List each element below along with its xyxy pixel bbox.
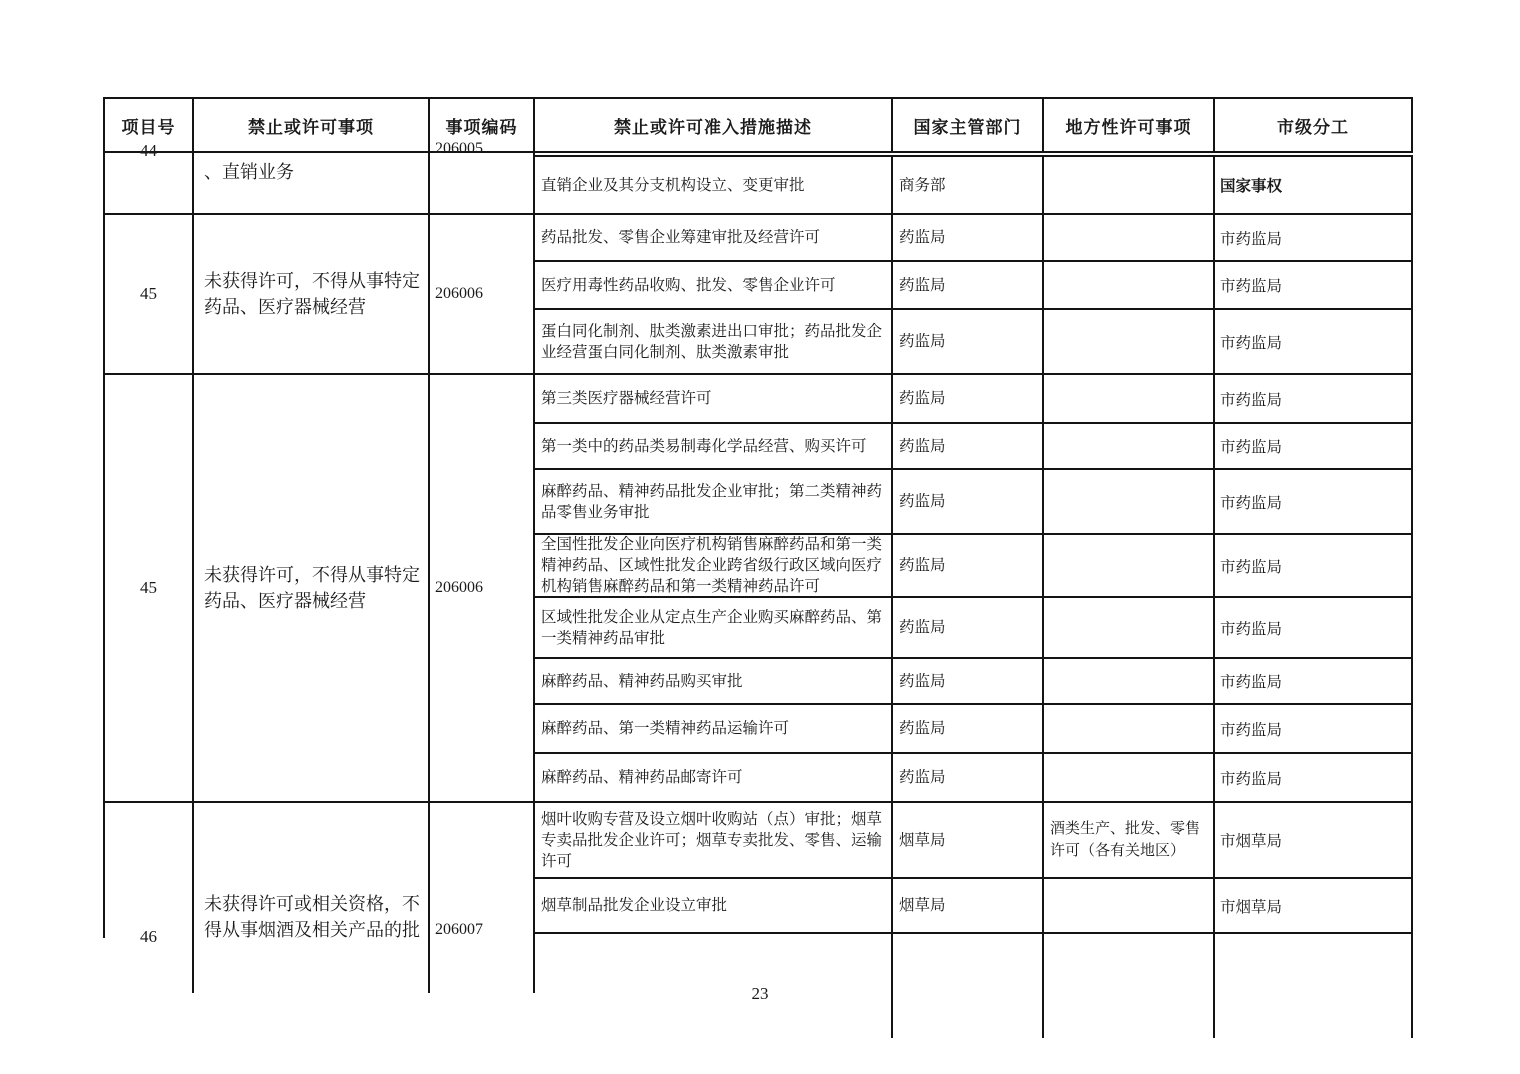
- item-name-cell: 未获得许可，不得从事特定药品、医疗器械经营: [194, 215, 430, 375]
- measure-desc-cell: 直销企业及其分支机构设立、变更审批: [535, 155, 893, 215]
- dept-cell: 药监局: [893, 535, 1044, 598]
- measure-desc-cell: 麻醉药品、精神药品邮寄许可: [535, 754, 893, 803]
- dept-cell: 烟草局: [893, 803, 1044, 879]
- local-license-cell: [1044, 705, 1215, 754]
- item-code-cell: 206005: [430, 153, 535, 215]
- project-id-cell: 45: [105, 375, 194, 803]
- measure-desc-cell: 麻醉药品、精神药品购买审批: [535, 659, 893, 705]
- city-division-cell: 市药监局: [1215, 535, 1413, 598]
- measure-desc-cell: 麻醉药品、精神药品批发企业审批；第二类精神药品零售业务审批: [535, 470, 893, 535]
- measure-desc-cell: 烟草制品批发企业设立审批: [535, 879, 893, 934]
- negative-list-table: [103, 97, 1413, 946]
- city-division-cell: 市药监局: [1215, 310, 1413, 375]
- item-name-cell: 未获得许可，不得从事特定药品、医疗器械经营: [194, 375, 430, 803]
- column-header-measure-desc: 禁止或许可准入措施描述: [535, 99, 893, 153]
- dept-cell: 药监局: [893, 262, 1044, 310]
- measure-desc-cell: 烟叶收购专营及设立烟叶收购站（点）审批；烟草专卖品批发企业许可；烟草专卖批发、零售、运输许可: [535, 803, 893, 879]
- local-license-cell: [1044, 598, 1215, 659]
- local-license-cell: [1044, 470, 1215, 535]
- city-division-cell: 市药监局: [1215, 424, 1413, 470]
- dept-cell: 烟草局: [893, 879, 1044, 934]
- column-header-local-license: 地方性许可事项: [1044, 99, 1215, 153]
- city-division-cell: 市药监局: [1215, 705, 1413, 754]
- column-header-city-division: 市级分工: [1215, 99, 1413, 153]
- column-header-national-dept: 国家主管部门: [893, 99, 1044, 153]
- item-code-cell: 206007: [430, 803, 535, 993]
- city-division-cell: 市药监局: [1215, 754, 1413, 803]
- local-license-cell: [1044, 659, 1215, 705]
- city-division-cell: 市烟草局: [1215, 803, 1413, 879]
- local-license-cell: [1044, 215, 1215, 262]
- item-name-cell: 未获得许可或相关资格，不得从事烟酒及相关产品的批: [194, 803, 430, 993]
- local-license-cell: [1044, 262, 1215, 310]
- dept-cell: 药监局: [893, 424, 1044, 470]
- measure-desc-cell: 医疗用毒性药品收购、批发、零售企业许可: [535, 262, 893, 310]
- local-license-cell: [1044, 310, 1215, 375]
- measure-desc-cell: 蛋白同化制剂、肽类激素进出口审批；药品批发企业经营蛋白同化制剂、肽类激素审批: [535, 310, 893, 375]
- local-license-cell: [1044, 879, 1215, 934]
- column-header-item-name: 禁止或许可事项: [194, 99, 430, 153]
- project-id-cell: 44: [105, 153, 194, 215]
- item-code-cell: 206006: [430, 215, 535, 375]
- dept-cell: 药监局: [893, 310, 1044, 375]
- local-license-cell: [1044, 375, 1215, 424]
- local-license-cell: [1044, 535, 1215, 598]
- measure-desc-cell: 第一类中的药品类易制毒化学品经营、购买许可: [535, 424, 893, 470]
- item-code-cell: 206006: [430, 375, 535, 803]
- item-name-cell: 、直销业务: [194, 153, 430, 215]
- dept-cell: 药监局: [893, 659, 1044, 705]
- dept-cell: 药监局: [893, 754, 1044, 803]
- measure-desc-cell: 区域性批发企业从定点生产企业购买麻醉药品、第一类精神药品审批: [535, 598, 893, 659]
- city-division-cell: 市药监局: [1215, 659, 1413, 705]
- measure-desc-cell: 麻醉药品、第一类精神药品运输许可: [535, 705, 893, 754]
- measure-desc-cell: 药品批发、零售企业筹建审批及经营许可: [535, 215, 893, 262]
- city-division-cell: 市药监局: [1215, 598, 1413, 659]
- city-division-cell: 国家事权: [1215, 155, 1413, 215]
- dept-cell: 药监局: [893, 598, 1044, 659]
- measure-desc-cell: 全国性批发企业向医疗机构销售麻醉药品和第一类精神药品、区域性批发企业跨省级行政区域向医疗机构销售麻醉药品和第一类精神药品许可: [535, 535, 893, 598]
- dept-cell: 药监局: [893, 705, 1044, 754]
- project-id-cell: 46: [105, 803, 194, 993]
- local-license-cell: [1044, 424, 1215, 470]
- dept-cell: 药监局: [893, 470, 1044, 535]
- city-division-cell: 市药监局: [1215, 470, 1413, 535]
- dept-cell: 药监局: [893, 375, 1044, 424]
- city-division-cell: 市药监局: [1215, 375, 1413, 424]
- page-number: 23: [751, 984, 769, 1003]
- city-division-cell: 市烟草局: [1215, 879, 1413, 934]
- city-division-cell: 市药监局: [1215, 215, 1413, 262]
- local-license-cell: [1044, 754, 1215, 803]
- column-header-project-id: 项目号: [105, 99, 194, 153]
- local-license-cell: 酒类生产、批发、零售许可（各有关地区）: [1044, 803, 1215, 879]
- project-id-cell: 45: [105, 215, 194, 375]
- column-header-item-code: 事项编码: [430, 99, 535, 153]
- dept-cell: 药监局: [893, 215, 1044, 262]
- measure-desc-cell: 第三类医疗器械经营许可: [535, 375, 893, 424]
- local-license-cell: [1044, 155, 1215, 215]
- city-division-cell: 市药监局: [1215, 262, 1413, 310]
- dept-cell: 商务部: [893, 155, 1044, 215]
